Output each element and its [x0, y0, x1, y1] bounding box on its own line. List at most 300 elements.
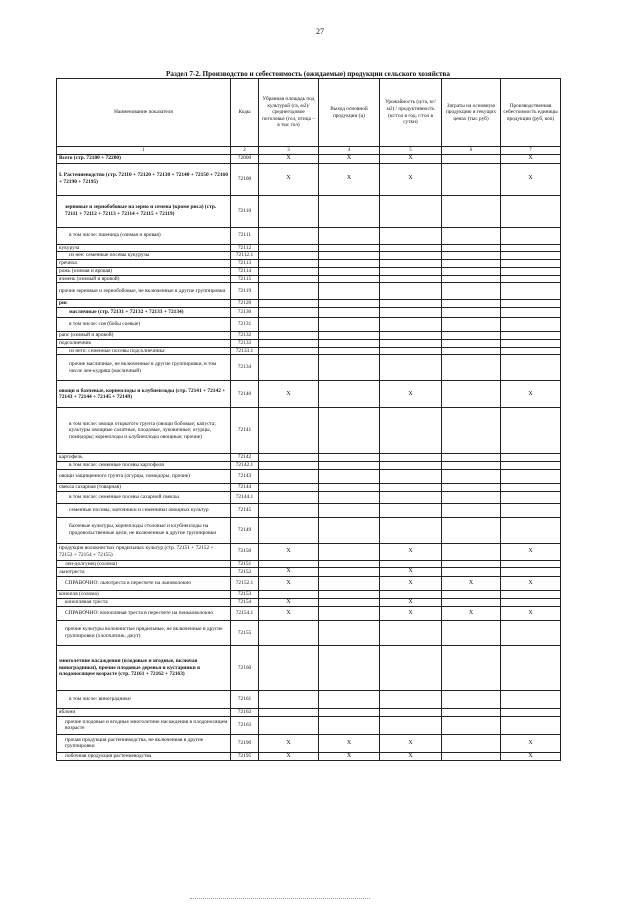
row-code: 72152 — [231, 568, 259, 577]
row-value-col-6: X — [442, 607, 501, 621]
table-body — [57, 155, 561, 761]
row-name: в том числе: соя (бобы соевые) — [57, 318, 231, 332]
row-value-col-5 — [380, 462, 442, 470]
row-code: 72110 — [231, 195, 259, 227]
row-value-col-3 — [259, 260, 319, 268]
header-harvested-area: Убранная площадь под культурой (га, м2)/ среднегодовое поголовье (гол, птица – в тыс гол) — [259, 79, 319, 147]
row-code: 72142 — [231, 454, 259, 462]
row-code: 72190 — [231, 734, 259, 752]
row-value-col-3 — [259, 267, 319, 275]
table-row — [57, 332, 561, 340]
table-row — [57, 381, 561, 408]
row-value-col-3 — [259, 503, 319, 517]
row-value-col-7 — [501, 300, 561, 308]
column-number: 3 — [259, 147, 319, 155]
row-value-col-3: X — [259, 155, 319, 164]
row-name: кукуруза — [57, 244, 231, 252]
row-value-col-6 — [442, 691, 501, 709]
row-value-col-7 — [501, 483, 561, 491]
row-value-col-6 — [442, 543, 501, 560]
row-name: ячмень (озимый и яровой) — [57, 275, 231, 283]
row-value-col-7 — [501, 227, 561, 244]
row-code: 72114 — [231, 267, 259, 275]
row-name: гречиха — [57, 260, 231, 268]
row-value-col-4 — [319, 462, 380, 470]
row-value-col-6 — [442, 300, 501, 308]
row-value-col-4 — [319, 275, 380, 283]
table-row — [57, 244, 561, 252]
row-value-col-7 — [501, 318, 561, 332]
row-value-col-7 — [501, 517, 561, 543]
row-name: свекла сахарная (товарная) — [57, 483, 231, 491]
row-code: 72152.1 — [231, 576, 259, 590]
row-value-col-6 — [442, 483, 501, 491]
header-output: Выход основной продукции (ц) — [319, 79, 380, 147]
table-row — [57, 560, 561, 568]
row-value-col-3 — [259, 275, 319, 283]
row-value-col-6 — [442, 560, 501, 568]
row-value-col-6 — [442, 517, 501, 543]
table-row — [57, 646, 561, 691]
table-row — [57, 318, 561, 332]
row-code: 72149 — [231, 517, 259, 543]
table-row — [57, 347, 561, 355]
table-row — [57, 308, 561, 318]
row-value-col-4 — [319, 491, 380, 503]
table-row — [57, 252, 561, 260]
row-value-col-7 — [501, 590, 561, 598]
row-value-col-5 — [380, 709, 442, 717]
row-value-col-4 — [319, 454, 380, 462]
page-bottom-divider — [190, 898, 370, 899]
row-value-col-3 — [259, 691, 319, 709]
row-value-col-4 — [319, 283, 380, 300]
row-value-col-5 — [380, 560, 442, 568]
row-value-col-5 — [380, 691, 442, 709]
row-value-col-7 — [501, 308, 561, 318]
row-name: зерновые и зернобобовые на зерно и семена (кроме риса) (стр. 72111 + 72112 + 72113 + 72114 + 72115 + 72119) — [57, 195, 231, 227]
row-value-col-5 — [380, 195, 442, 227]
row-name: рожь (озимая и яровая) — [57, 267, 231, 275]
row-value-col-6 — [442, 568, 501, 577]
row-name: СПРАВОЧНО: льнотреста в пересчете на льноволокно — [57, 576, 231, 590]
table-row — [57, 283, 561, 300]
row-value-col-6 — [442, 244, 501, 252]
row-value-col-6 — [442, 469, 501, 483]
row-name: в том числе: виноградники — [57, 691, 231, 709]
row-value-col-7 — [501, 568, 561, 577]
row-value-col-5 — [380, 491, 442, 503]
row-name: масличные (стр. 72131 + 72132 + 72133 + 72134) — [57, 308, 231, 318]
row-value-col-4 — [319, 381, 380, 408]
row-value-col-7 — [501, 355, 561, 381]
row-value-col-3 — [259, 560, 319, 568]
row-name: прочие плодовые и ягодные многолетние насаждения в плодоносящем возрасте — [57, 716, 231, 734]
row-value-col-6 — [442, 462, 501, 470]
table-row — [57, 408, 561, 454]
row-code: 72154.1 — [231, 607, 259, 621]
row-value-col-6 — [442, 275, 501, 283]
table-row — [57, 709, 561, 717]
row-value-col-5 — [380, 244, 442, 252]
row-value-col-7 — [501, 462, 561, 470]
section-title: Раздел 7-2. Производство и себестоимость (ожидаемые) продукции сельского хозяйства — [165, 70, 451, 78]
row-name: конопляная треста — [57, 598, 231, 607]
table-row — [57, 607, 561, 621]
row-value-col-4 — [319, 347, 380, 355]
row-code: 72162 — [231, 709, 259, 717]
row-value-col-5: X — [380, 568, 442, 577]
header-codes: Коды — [231, 79, 259, 147]
row-value-col-5 — [380, 347, 442, 355]
row-value-col-7: X — [501, 381, 561, 408]
table-row — [57, 576, 561, 590]
row-value-col-7: X — [501, 734, 561, 752]
row-value-col-5 — [380, 454, 442, 462]
row-value-col-5 — [380, 483, 442, 491]
table-row — [57, 752, 561, 761]
row-name: из нее: семенные посевы кукурузы — [57, 252, 231, 260]
row-value-col-3: X — [259, 576, 319, 590]
row-name: прочие зерновые и зернобобовые, не включенные в другие группировки — [57, 283, 231, 300]
table-row — [57, 691, 561, 709]
row-value-col-6 — [442, 347, 501, 355]
row-value-col-3 — [259, 469, 319, 483]
row-value-col-4 — [319, 503, 380, 517]
row-name: многолетние насаждения (плодовые и ягодные, включая виноградники), прочие плодовые деревья и кустарники в плодоносящем возрасте (стр. 72161 + 72162 + 72163) — [57, 646, 231, 691]
column-number: 7 — [501, 147, 561, 155]
row-value-col-4: X — [319, 752, 380, 761]
row-code: 72134 — [231, 355, 259, 381]
row-value-col-7 — [501, 347, 561, 355]
row-code: 72163 — [231, 716, 259, 734]
table-row — [57, 454, 561, 462]
row-value-col-3 — [259, 716, 319, 734]
row-value-col-4 — [319, 691, 380, 709]
row-value-col-4 — [319, 227, 380, 244]
row-code: 72150 — [231, 543, 259, 560]
row-value-col-6 — [442, 491, 501, 503]
row-value-col-4 — [319, 621, 380, 646]
row-value-col-3 — [259, 347, 319, 355]
row-value-col-4 — [319, 195, 380, 227]
row-name: из него: семенные посевы подсолнечника — [57, 347, 231, 355]
row-name: в том числе: овощи открытого грунта (овощи бобовые; капуста; культуры овощные салатные, плодовые, луковичные; огурцы, помидоры; корнеплоды и клубнеплоды овощные; прочие) — [57, 408, 231, 454]
row-value-col-3 — [259, 590, 319, 598]
row-value-col-7 — [501, 560, 561, 568]
row-value-col-6: X — [442, 576, 501, 590]
row-value-col-4 — [319, 590, 380, 598]
row-value-col-6 — [442, 163, 501, 195]
table-row — [57, 517, 561, 543]
header-yield: Урожайность (ц/га, кг/м2) / продуктивность (кг/гол в год, г/гол в сутки) — [380, 79, 442, 147]
row-value-col-7 — [501, 332, 561, 340]
row-value-col-4 — [319, 244, 380, 252]
row-name: в том числе: семенные посевы сахарной свеклы — [57, 491, 231, 503]
table-row — [57, 300, 561, 308]
header-costs: Затраты на основную продукцию в текущих ценах (тыс руб) — [442, 79, 501, 147]
row-value-col-3 — [259, 244, 319, 252]
table-row — [57, 163, 561, 195]
row-value-col-5 — [380, 267, 442, 275]
row-code: 72144 — [231, 483, 259, 491]
row-value-col-3 — [259, 195, 319, 227]
row-value-col-6 — [442, 283, 501, 300]
row-value-col-7: X — [501, 543, 561, 560]
row-name: льнотреста — [57, 568, 231, 577]
row-value-col-7 — [501, 621, 561, 646]
row-value-col-6 — [442, 734, 501, 752]
row-value-col-4: X — [319, 163, 380, 195]
row-code: 72160 — [231, 646, 259, 691]
row-value-col-5 — [380, 503, 442, 517]
row-value-col-6 — [442, 454, 501, 462]
row-value-col-4 — [319, 260, 380, 268]
table-row — [57, 260, 561, 268]
header-unit-cost: Производственная себестоимость единицы продукции (руб, коп) — [501, 79, 561, 147]
table-row — [57, 590, 561, 598]
row-value-col-4 — [319, 646, 380, 691]
row-value-col-3 — [259, 339, 319, 347]
row-value-col-4 — [319, 300, 380, 308]
table-row — [57, 543, 561, 560]
row-value-col-5: X — [380, 598, 442, 607]
row-value-col-4 — [319, 607, 380, 621]
table-row — [57, 355, 561, 381]
row-value-col-4 — [319, 318, 380, 332]
row-value-col-3: X — [259, 381, 319, 408]
row-value-col-4: X — [319, 155, 380, 164]
table-row — [57, 195, 561, 227]
column-number: 1 — [57, 147, 231, 155]
table-row — [57, 734, 561, 752]
row-value-col-7: X — [501, 607, 561, 621]
row-code: 72112 — [231, 244, 259, 252]
row-code: 72161 — [231, 691, 259, 709]
row-value-col-3 — [259, 332, 319, 340]
row-value-col-5 — [380, 590, 442, 598]
row-code: 72112.1 — [231, 252, 259, 260]
row-code: 72143 — [231, 469, 259, 483]
row-code: 72133 — [231, 339, 259, 347]
row-value-col-3 — [259, 491, 319, 503]
row-value-col-3: X — [259, 607, 319, 621]
row-value-col-5 — [380, 517, 442, 543]
row-value-col-5: X — [380, 752, 442, 761]
row-value-col-4 — [319, 252, 380, 260]
row-value-col-5 — [380, 227, 442, 244]
row-value-col-6 — [442, 318, 501, 332]
row-value-col-6 — [442, 227, 501, 244]
row-value-col-7: X — [501, 163, 561, 195]
row-name: побочная продукция растениеводства — [57, 752, 231, 761]
page-number: 27 — [316, 27, 324, 36]
row-value-col-7 — [501, 244, 561, 252]
table-row — [57, 491, 561, 503]
row-value-col-7 — [501, 454, 561, 462]
table-row — [57, 462, 561, 470]
row-value-col-6 — [442, 155, 501, 164]
row-value-col-6 — [442, 355, 501, 381]
row-code: 72151 — [231, 560, 259, 568]
row-value-col-7 — [501, 267, 561, 275]
row-name: лен-долгунец (солома) — [57, 560, 231, 568]
row-value-col-7 — [501, 646, 561, 691]
row-value-col-4: X — [319, 734, 380, 752]
row-value-col-3 — [259, 318, 319, 332]
row-name: продукция волокнистых прядильных культур (стр. 72151 + 72152 + 72153 + 72154 + 72155) — [57, 543, 231, 560]
row-value-col-3: X — [259, 543, 319, 560]
row-name: яблони — [57, 709, 231, 717]
row-value-col-7 — [501, 275, 561, 283]
row-value-col-5: X — [380, 576, 442, 590]
row-code: 72115 — [231, 275, 259, 283]
row-code: 72000 — [231, 155, 259, 164]
row-value-col-4 — [319, 469, 380, 483]
row-code: 72144.1 — [231, 491, 259, 503]
row-code: 72140 — [231, 381, 259, 408]
row-name: прочая продукция растениеводства, не включенная в другие группировки — [57, 734, 231, 752]
row-value-col-4 — [319, 576, 380, 590]
row-value-col-3 — [259, 462, 319, 470]
table-row — [57, 621, 561, 646]
row-name: конопля (солома) — [57, 590, 231, 598]
row-name: в том числе: пшеница (озимая и яровая) — [57, 227, 231, 244]
row-code: 72100 — [231, 163, 259, 195]
row-value-col-5 — [380, 408, 442, 454]
row-value-col-6 — [442, 332, 501, 340]
row-value-col-6 — [442, 503, 501, 517]
row-code: 72195 — [231, 752, 259, 761]
row-value-col-3: X — [259, 752, 319, 761]
row-value-col-3 — [259, 227, 319, 244]
column-number-row — [57, 147, 561, 155]
row-value-col-3 — [259, 646, 319, 691]
row-code: 72155 — [231, 621, 259, 646]
column-number: 6 — [442, 147, 501, 155]
row-value-col-4 — [319, 543, 380, 560]
table-row — [57, 275, 561, 283]
row-code: 72113 — [231, 260, 259, 268]
row-value-col-3: X — [259, 568, 319, 577]
row-value-col-6 — [442, 752, 501, 761]
row-value-col-3 — [259, 283, 319, 300]
row-value-col-5 — [380, 300, 442, 308]
row-value-col-7 — [501, 260, 561, 268]
column-number: 5 — [380, 147, 442, 155]
row-value-col-4 — [319, 339, 380, 347]
header-indicator-name: Наименование показателя — [57, 79, 231, 147]
row-value-col-3 — [259, 709, 319, 717]
row-value-col-7 — [501, 503, 561, 517]
row-value-col-3 — [259, 517, 319, 543]
row-value-col-4 — [319, 332, 380, 340]
row-value-col-6 — [442, 308, 501, 318]
row-code: 72130 — [231, 308, 259, 318]
row-value-col-7 — [501, 283, 561, 300]
row-value-col-5 — [380, 260, 442, 268]
row-value-col-4 — [319, 355, 380, 381]
row-value-col-7: X — [501, 155, 561, 164]
row-name: подсолнечник — [57, 339, 231, 347]
row-name: бахчевые культуры, корнеплоды столовые и клубнеплоды на продовольственные цели, не включенные в другие группировки — [57, 517, 231, 543]
row-value-col-5 — [380, 283, 442, 300]
row-value-col-4 — [319, 308, 380, 318]
row-value-col-7 — [501, 408, 561, 454]
row-name: СПРАВОЧНО: конопляная треста в пересчете на пеньковолокно — [57, 607, 231, 621]
row-value-col-5 — [380, 252, 442, 260]
row-value-col-7: X — [501, 576, 561, 590]
row-value-col-5 — [380, 469, 442, 483]
row-value-col-6 — [442, 709, 501, 717]
row-name: I. Растениеводство (стр. 72110 + 72120 + 72130 + 72140 + 72150 + 72160 + 72190 + 72195) — [57, 163, 231, 195]
row-value-col-5 — [380, 308, 442, 318]
row-name: картофель — [57, 454, 231, 462]
row-value-col-5 — [380, 275, 442, 283]
row-value-col-6 — [442, 590, 501, 598]
row-value-col-7: X — [501, 752, 561, 761]
row-value-col-5: X — [380, 734, 442, 752]
row-value-col-5 — [380, 355, 442, 381]
row-value-col-6 — [442, 716, 501, 734]
row-name: прочие культуры волокнистые прядильные, не включенные в другие группировки (хлопчатник, джут) — [57, 621, 231, 646]
row-value-col-4 — [319, 560, 380, 568]
row-value-col-5 — [380, 716, 442, 734]
row-value-col-4 — [319, 517, 380, 543]
row-value-col-3 — [259, 621, 319, 646]
row-value-col-4 — [319, 568, 380, 577]
row-value-col-7 — [501, 691, 561, 709]
row-value-col-3: X — [259, 734, 319, 752]
row-value-col-7 — [501, 709, 561, 717]
row-value-col-3: X — [259, 598, 319, 607]
row-value-col-6 — [442, 195, 501, 227]
row-name: рапс (озимый и яровой) — [57, 332, 231, 340]
row-code: 72131 — [231, 318, 259, 332]
row-name: Всего (стр. 72100 + 72200) — [57, 155, 231, 164]
row-value-col-3 — [259, 308, 319, 318]
row-value-col-4 — [319, 709, 380, 717]
row-value-col-6 — [442, 339, 501, 347]
row-name: овощи и бахчевые, корнеплоды и клубнеплоды (стр. 72141 + 72142 + 72143 + 72144 + 72145 + 72149) — [57, 381, 231, 408]
row-value-col-7 — [501, 195, 561, 227]
row-value-col-5 — [380, 332, 442, 340]
row-value-col-3 — [259, 300, 319, 308]
row-value-col-5 — [380, 318, 442, 332]
row-value-col-7 — [501, 339, 561, 347]
row-value-col-5 — [380, 621, 442, 646]
production-cost-table — [56, 78, 561, 761]
row-value-col-6 — [442, 267, 501, 275]
header-row — [57, 79, 561, 147]
row-code: 72142.1 — [231, 462, 259, 470]
row-value-col-6 — [442, 381, 501, 408]
row-value-col-7 — [501, 469, 561, 483]
row-value-col-5: X — [380, 163, 442, 195]
row-value-col-6 — [442, 408, 501, 454]
row-code: 72141 — [231, 408, 259, 454]
row-value-col-4 — [319, 716, 380, 734]
row-value-col-4 — [319, 483, 380, 491]
row-value-col-5: X — [380, 607, 442, 621]
row-value-col-6 — [442, 646, 501, 691]
column-number: 4 — [319, 147, 380, 155]
table-row — [57, 227, 561, 244]
row-value-col-6 — [442, 621, 501, 646]
row-value-col-6 — [442, 598, 501, 607]
row-value-col-6 — [442, 252, 501, 260]
row-value-col-5: X — [380, 543, 442, 560]
